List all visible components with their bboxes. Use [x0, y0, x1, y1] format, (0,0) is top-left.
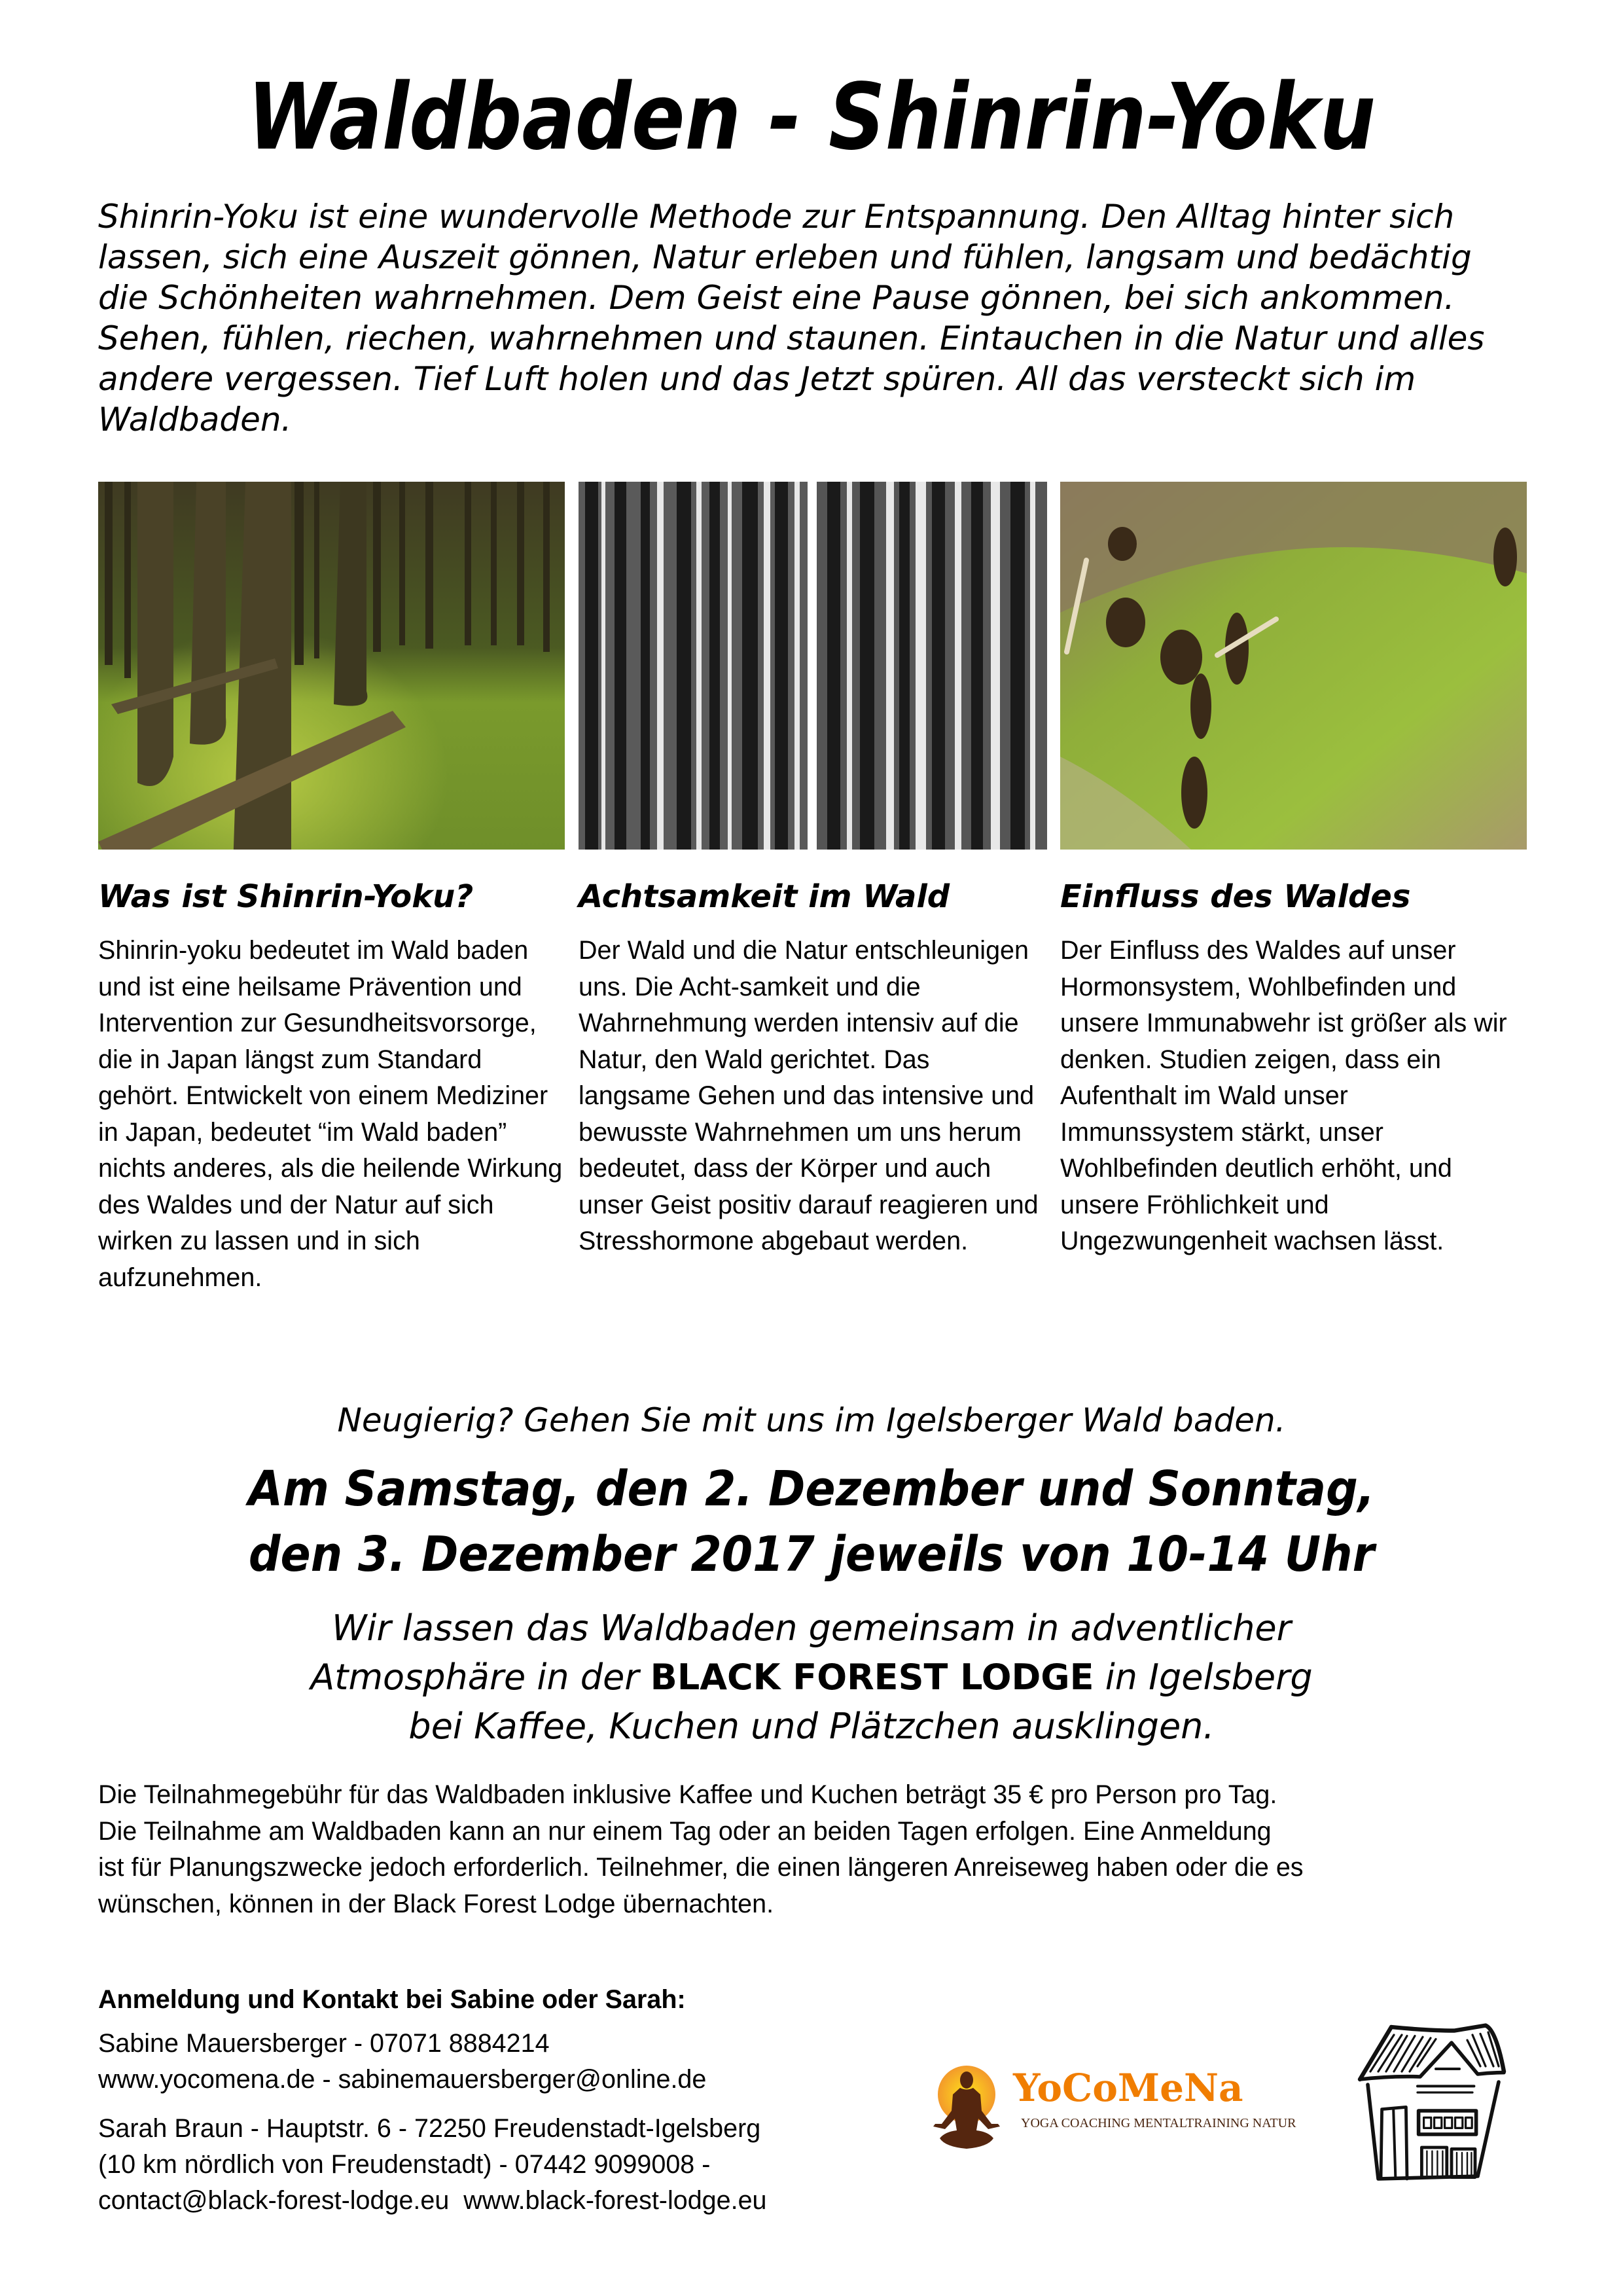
fees-line: Die Teilnahme am Waldbaden kann an nur einem Tag oder an beiden Tagen erfolgen. Eine Anmeldung	[98, 1816, 1272, 1846]
column-heading-shinrin-yoku: Was ist Shinrin-Yoku?	[98, 878, 474, 915]
column-heading-einfluss: Einfluss des Waldes	[1060, 878, 1411, 915]
forest-moss-photo	[98, 482, 565, 850]
event-date-line: den 3. Dezember 2017 jeweils von 10-14 Uhr	[248, 1526, 1375, 1583]
contact-heading: Anmeldung und Kontakt bei Sabine oder Sarah:	[98, 1985, 686, 2014]
logo-tagline: YOGA COACHING MENTALTRAINING NATUR	[1021, 2116, 1296, 2130]
black-white-trees-photo	[579, 482, 1047, 850]
house-sketch-icon	[1329, 1993, 1538, 2202]
column-text-einfluss: Der Einfluss des Waldes auf unser Hormonsystem, Wohlbefinden und unsere Immunabwehr ist größer als wir denken. Studien zeigen, dass ein Aufenthalt im Wald unser Immunssystem stärkt, unser Wohlbefinden deutlich erhöht, und unsere Fröhlichkeit und Ungezwungenheit wachsen lässt.	[1060, 936, 1507, 1255]
closing-line	[0, 1653, 1623, 1702]
logo-wordmark: YoCoMeNa	[1013, 2066, 1243, 2110]
closing-text-after: in Igelsberg	[1094, 1657, 1313, 1698]
lodge-name: BLACK FOREST LODGE	[650, 1657, 1094, 1698]
page-title: Waldbaden - Shinrin-Yoku	[247, 64, 1376, 171]
contact-sabine	[98, 2026, 706, 2098]
intro-paragraph: Shinrin-Yoku ist eine wundervolle Methode zur Entspannung. Den Alltag hinter sich lassen, sich eine Auszeit gönnen, Natur erleben und fühlen, langsam und bedächtig die Schönheiten wahrnehmen. Dem Geist eine Pause gönnen, bei sich ankommen. Sehen, fühlen, riechen, wahrnehmen und staunen. Eintauchen in die Natur und alles andere vergessen. Tief Luft holen und das Jetzt spüren. All das versteckt sich im Waldbaden.	[98, 198, 1485, 439]
contact-sarah-address: Sarah Braun - Hauptstr. 6 - 72250 Freudenstadt-Igelsberg	[98, 2114, 761, 2143]
closing-text	[0, 1604, 1623, 1751]
closing-text-before: Atmosphäre in der	[310, 1657, 651, 1698]
fees-paragraph	[98, 1777, 1531, 1928]
invitation-line: Neugierig? Gehen Sie mit uns im Igelsberger Wald baden.	[337, 1401, 1286, 1439]
contact-sabine-phone: Sabine Mauersberger - 07071 8884214	[98, 2029, 550, 2058]
event-date-line: Am Samstag, den 2. Dezember und Sonntag,	[248, 1461, 1375, 1517]
contact-sarah-email-web[interactable]: contact@black-forest-lodge.eu www.black-forest-lodge.eu	[98, 2186, 767, 2215]
closing-line: Wir lassen das Waldbaden gemeinsam in adventlicher	[332, 1607, 1291, 1649]
contact-sarah-phone: (10 km nördlich von Freudenstadt) - 07442 9099008 -	[98, 2150, 711, 2179]
contact-sabine-web-email[interactable]: www.yocomena.de - sabinemauersberger@online.de	[98, 2065, 707, 2094]
fees-line: ist für Planungszwecke jedoch erforderlich. Teilnehmer, die einen längeren Anreiseweg haben oder die es	[98, 1853, 1304, 1882]
meditation-figure-icon	[923, 2058, 1008, 2157]
contact-sarah	[98, 2111, 767, 2219]
closing-line: bei Kaffee, Kuchen und Plätzchen ausklingen.	[408, 1706, 1215, 1747]
yocomena-logo	[923, 2058, 1296, 2157]
fees-line: Die Teilnahmegebühr für das Waldbaden inklusive Kaffee und Kuchen beträgt 35 € pro Person pro Tag.	[98, 1780, 1277, 1809]
column-text-shinrin-yoku: Shinrin-yoku bedeutet im Wald baden und ist eine heilsame Prävention und Intervention zur Gesundheitsvorsorge, die in Japan längst zum Standard gehört. Entwickelt von einem Mediziner in Japan, bedeutet “im Wald baden” nichts anderes, als die heilende Wirkung des Waldes und der Natur auf sich wirken zu lassen und in sich aufzunehmen.	[98, 936, 563, 1292]
fees-line: wünschen, können in der Black Forest Lodge übernachten.	[98, 1889, 774, 1918]
event-date	[65, 1456, 1558, 1587]
column-text-achtsamkeit: Der Wald und die Natur entschleunigen uns. Die Acht-samkeit und die Wahrnehmung werden intensiv auf die Natur, den Wald gerichtet. Das langsame Gehen und das intensive und bewusste Wahrnehmen um uns herum bedeutet, dass der Körper und auch unser Geist positiv darauf reagieren und Stresshormone abgebaut werden.	[579, 936, 1039, 1255]
pine-cones-moss-photo	[1060, 482, 1527, 850]
column-heading-achtsamkeit: Achtsamkeit im Wald	[579, 878, 950, 915]
